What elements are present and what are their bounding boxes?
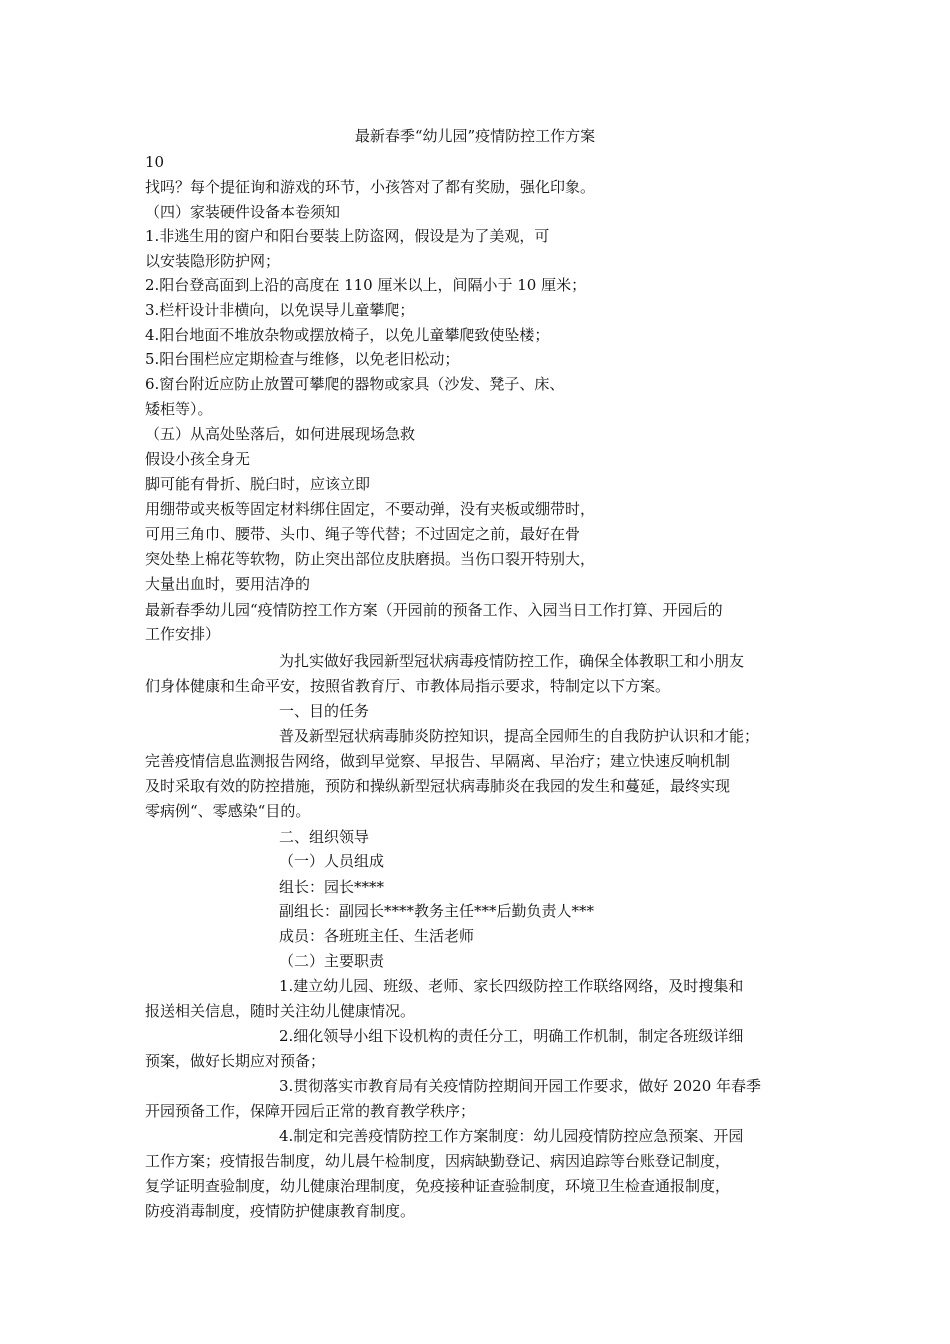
text-line: 矮柜等）。: [145, 400, 213, 418]
text-line: 及时采取有效的防控措施，预防和操纵新型冠状病毒肺炎在我园的发生和蔓延，最终实现: [145, 777, 731, 795]
text-line: 5.阳台围栏应定期检查与维修，以免老旧松动；: [145, 350, 460, 368]
text-line: 最新春季幼儿园“疫情防控工作方案（开园前的预备工作、入园当日工作打算、开园后的: [145, 601, 723, 619]
text-line: 2.阳台登高面到上沿的高度在 110 厘米以上，间隔小于 10 厘米；: [145, 276, 587, 294]
document-title: 最新春季“幼儿园”疫情防控工作方案: [354, 127, 596, 145]
text-line: 10: [145, 153, 165, 171]
text-line: 为扎实做好我园新型冠状病毒疫情防控工作，确保全体教职工和小朋友: [279, 652, 745, 670]
text-line: 可用三角巾、腰带、头巾、绳子等代替；不过固定之前，最好在骨: [145, 525, 581, 543]
text-line: 假设小孩全身无: [145, 450, 251, 468]
section-heading: 二、组织领导: [279, 828, 370, 846]
text-line: 大量出血时，要用洁净的: [145, 575, 311, 593]
section-heading: （一）人员组成: [279, 852, 385, 870]
text-line: 复学证明查验制度，幼儿健康治理制度，免疫接种证查验制度，环境卫生检查通报制度，: [145, 1177, 731, 1195]
text-line: 们身体健康和生命平安，按照省教育厅、市教体局指示要求，特制定以下方案。: [145, 677, 671, 695]
text-line: 找吗？每个提征询和游戏的环节，小孩答对了都有奖励，强化印象。: [145, 178, 596, 196]
text-line: 以安装隐形防护网；: [145, 252, 281, 270]
text-line: 工作方案；疫情报告制度，幼儿晨午检制度，因病缺勤登记、病因追踪等台账登记制度，: [145, 1152, 731, 1170]
section-heading: 一、目的任务: [279, 702, 370, 720]
text-line: 工作安排）: [145, 625, 221, 643]
text-line: 完善疫情信息监测报告网络，做到早觉察、早报告、早隔离、早治疗；建立快速反响机制: [145, 752, 731, 770]
text-line: 副组长：副园长****教务主任***后勤负责人***: [279, 902, 595, 920]
section-heading: （四）家装硬件设备本卷须知: [145, 203, 341, 221]
section-heading: （五）从高处坠落后，如何进展现场急救: [145, 425, 416, 443]
text-line: 1.建立幼儿园、班级、老师、家长四级防控工作联络网络，及时搜集和: [279, 977, 744, 995]
text-line: 6.窗台附近应防止放置可攀爬的器物或家具（沙发、凳子、床、: [145, 375, 565, 393]
text-line: 成员：各班班主任、生活老师: [279, 927, 475, 945]
text-line: 防疫消毒制度，疫情防护健康教育制度。: [145, 1202, 416, 1220]
text-line: 开园预备工作，保障开园后正常的教育教学秩序；: [145, 1102, 476, 1120]
text-line: 零病例“、零感染“目的。: [145, 802, 311, 820]
text-line: 4.阳台地面不堆放杂物或摆放椅子，以免儿童攀爬致使坠楼；: [145, 326, 550, 344]
section-heading: （二）主要职责: [279, 952, 385, 970]
text-line: 2.细化领导小组下设机构的责任分工，明确工作机制，制定各班级详细: [279, 1027, 744, 1045]
text-line: 报送相关信息，随时关注幼儿健康情况。: [145, 1002, 416, 1020]
text-line: 用绷带或夹板等固定材料绑住固定，不要动弹，没有夹板或绷带时，: [145, 500, 596, 518]
text-line: 脚可能有骨折、脱臼时，应该立即: [145, 475, 371, 493]
text-line: 4.制定和完善疫情防控工作方案制度：幼儿园疫情防控应急预案、开园: [279, 1127, 744, 1145]
text-line: 组长：园长****: [279, 878, 385, 896]
text-line: 普及新型冠状病毒肺炎防控知识，提高全园师生的自我防护认识和才能；: [279, 727, 760, 745]
text-line: 3.贯彻落实市教育局有关疫情防控期间开园工作要求，做好 2020 年春季: [279, 1077, 762, 1095]
text-line: 突处垫上棉花等软物，防止突出部位皮肤磨损。当伤口裂开特别大，: [145, 550, 596, 568]
text-line: 预案，做好长期应对预备；: [145, 1052, 326, 1070]
text-line: 3.栏杆设计非横向，以免误导儿童攀爬；: [145, 301, 415, 319]
text-line: 1.非逃生用的窗户和阳台要装上防盗网，假设是为了美观，可: [145, 227, 550, 245]
